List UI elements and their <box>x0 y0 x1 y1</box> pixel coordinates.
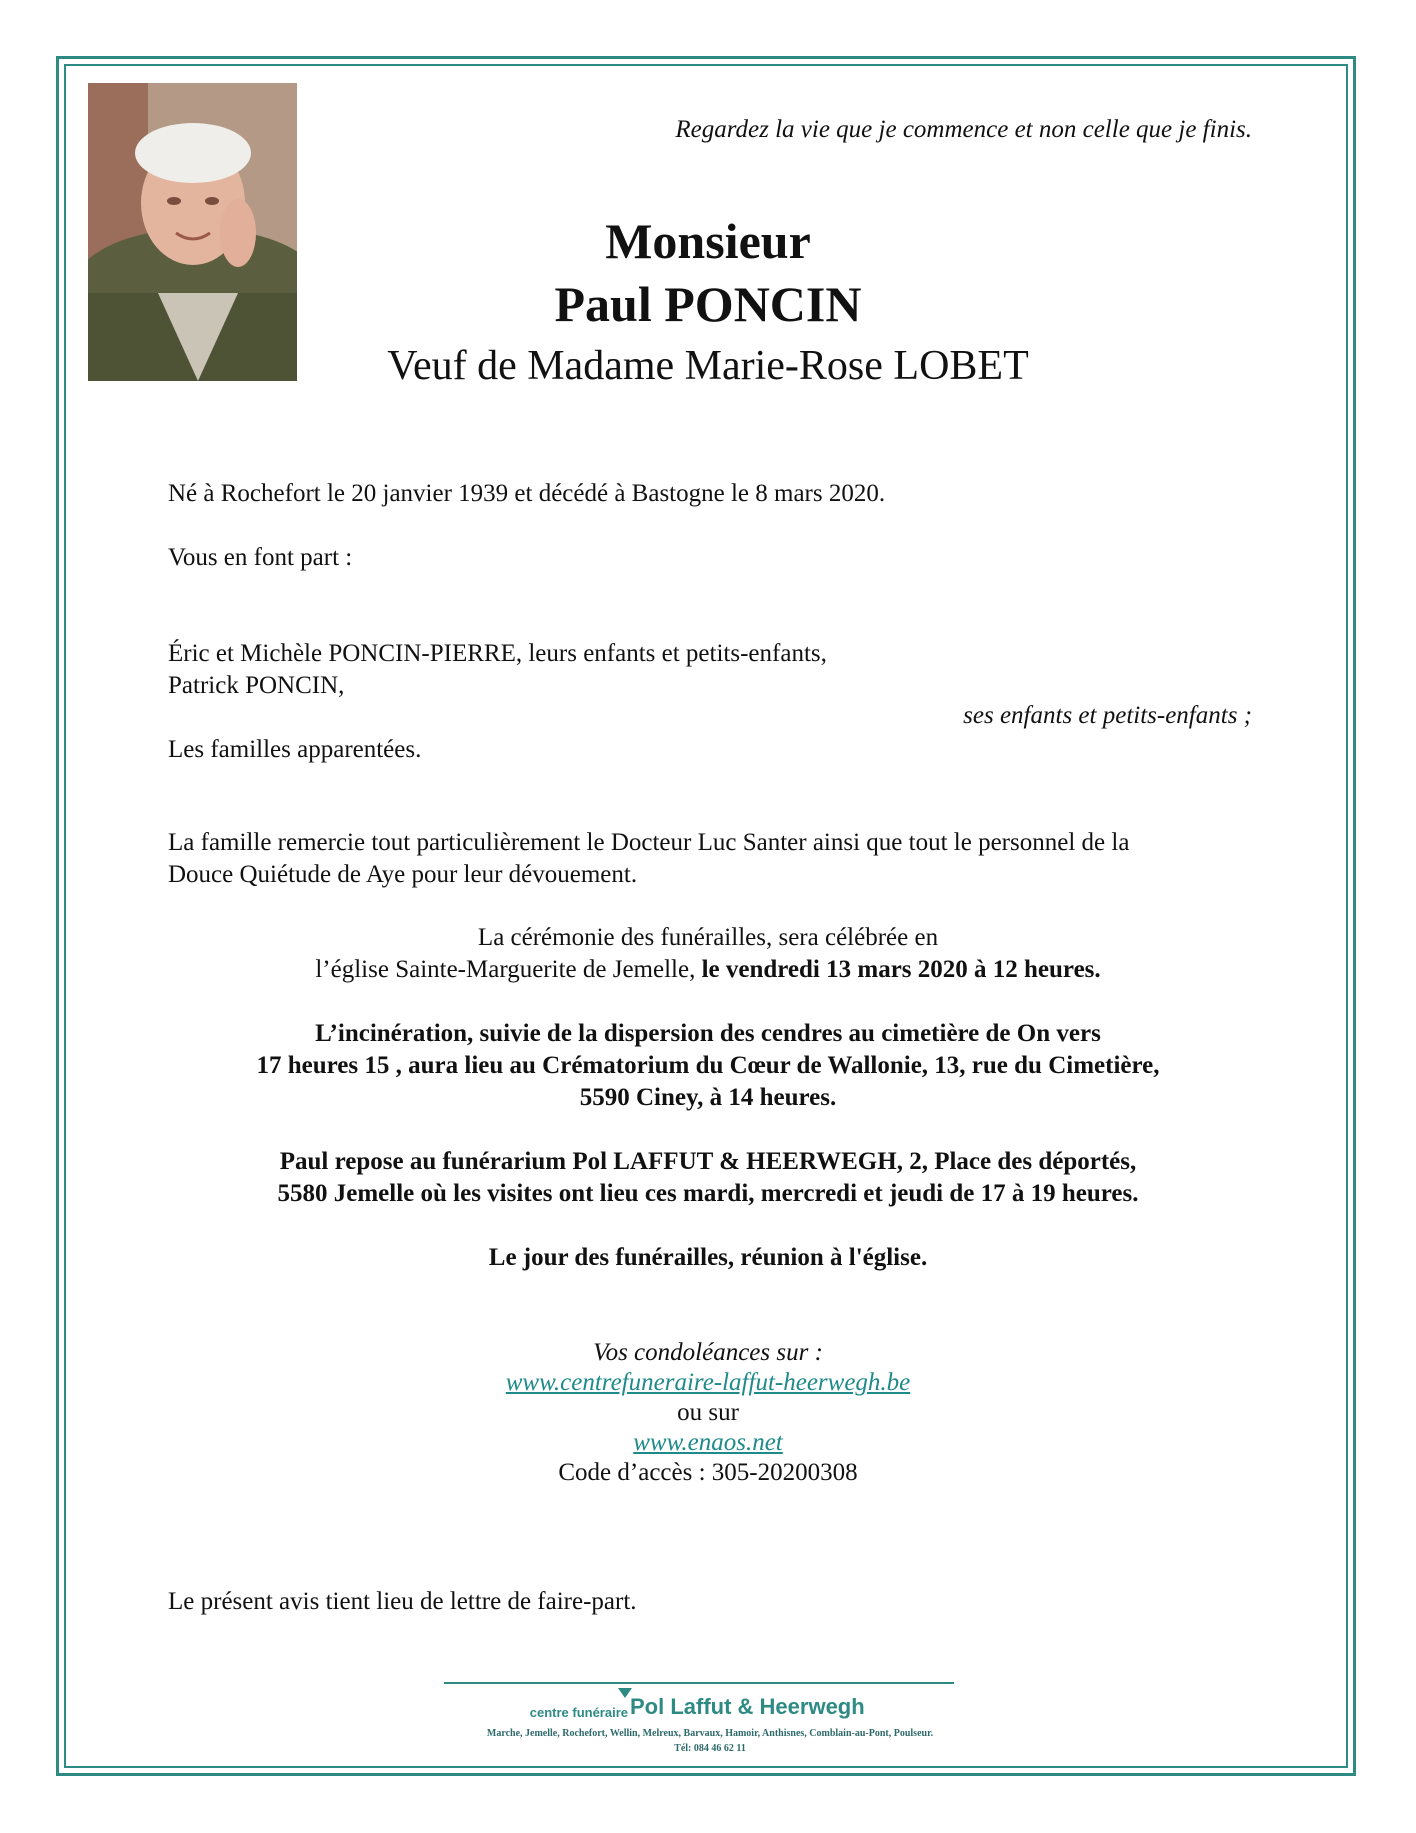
family-line: Patrick PONCIN, <box>168 672 345 699</box>
family-line: Les familles apparentées. <box>168 736 422 763</box>
condolences-link-laffut[interactable]: www.centrefuneraire-laffut-heerwegh.be <box>505 1369 911 1396</box>
condolences-intro: Vos condoléances sur : <box>593 1339 823 1366</box>
thanks-line: Douce Quiétude de Aye pour leur dévouement. <box>168 861 638 888</box>
logo-phone: Tél: 084 46 62 11 <box>674 1743 746 1754</box>
condolences-link-enaos[interactable]: www.enaos.net <box>633 1429 783 1456</box>
logo-rule <box>444 1682 954 1684</box>
spouse-line: Veuf de Madame Marie-Rose LOBET <box>387 343 1029 389</box>
family-line: Éric et Michèle PONCIN-PIERRE, leurs enfants et petits-enfants, <box>168 640 827 667</box>
cremation-line: L’incinération, suivie de la dispersion des cendres au cimetière de On vers <box>315 1020 1101 1047</box>
cremation-line: 5590 Ciney, à 14 heures. <box>579 1084 837 1111</box>
meeting-line: Le jour des funérailles, réunion à l'église. <box>488 1244 928 1271</box>
ceremony-line: La cérémonie des funérailles, sera célébrée en <box>477 924 939 951</box>
visits-line: 5580 Jemelle où les visites ont lieu ces mardi, mercredi et jeudi de 17 à 19 heures. <box>277 1180 1139 1207</box>
ceremony-place: l’église Sainte-Marguerite de Jemelle, <box>315 956 702 983</box>
family-qualifier: ses enfants et petits-enfants ; <box>963 702 1252 729</box>
thanks-line: La famille remercie tout particulièrement le Docteur Luc Santer ainsi que tout le personnel de la <box>168 829 1130 856</box>
ceremony-date: le vendredi 13 mars 2020 à 12 heures. <box>701 956 1101 983</box>
condolences-or: ou sur <box>677 1399 739 1426</box>
access-code: Code d’accès : 305-20200308 <box>558 1459 858 1486</box>
portrait-photo <box>88 83 297 381</box>
epigraph: Regardez la vie que je commence et non celle que je finis. <box>675 116 1252 143</box>
logo-brand: Pol Laffut & Heerwegh <box>630 1694 865 1719</box>
visits-line: Paul repose au funérarium Pol LAFFUT & HEERWEGH, 2, Place des déportés, <box>279 1148 1137 1175</box>
logo-towns: Marche, Jemelle, Rochefort, Wellin, Melreux, Barvaux, Hamoir, Anthisnes, Comblain-au-Pont, Poulseur. <box>486 1728 934 1739</box>
announce-line: Vous en font part : <box>168 544 353 571</box>
honorific: Monsieur <box>605 213 811 269</box>
ceremony-line <box>140 954 1276 986</box>
birth-death-line: Né à Rochefort le 20 janvier 1939 et décédé à Bastogne le 8 mars 2020. <box>168 480 886 507</box>
cremation-line: 17 heures 15 , aura lieu au Crématorium du Cœur de Wallonie, 13, rue du Cimetière, <box>256 1052 1160 1079</box>
logo-prefix: centre funéraire <box>529 1705 628 1720</box>
deceased-name: Paul PONCIN <box>554 276 862 332</box>
notice-line: Le présent avis tient lieu de lettre de faire-part. <box>168 1588 637 1615</box>
